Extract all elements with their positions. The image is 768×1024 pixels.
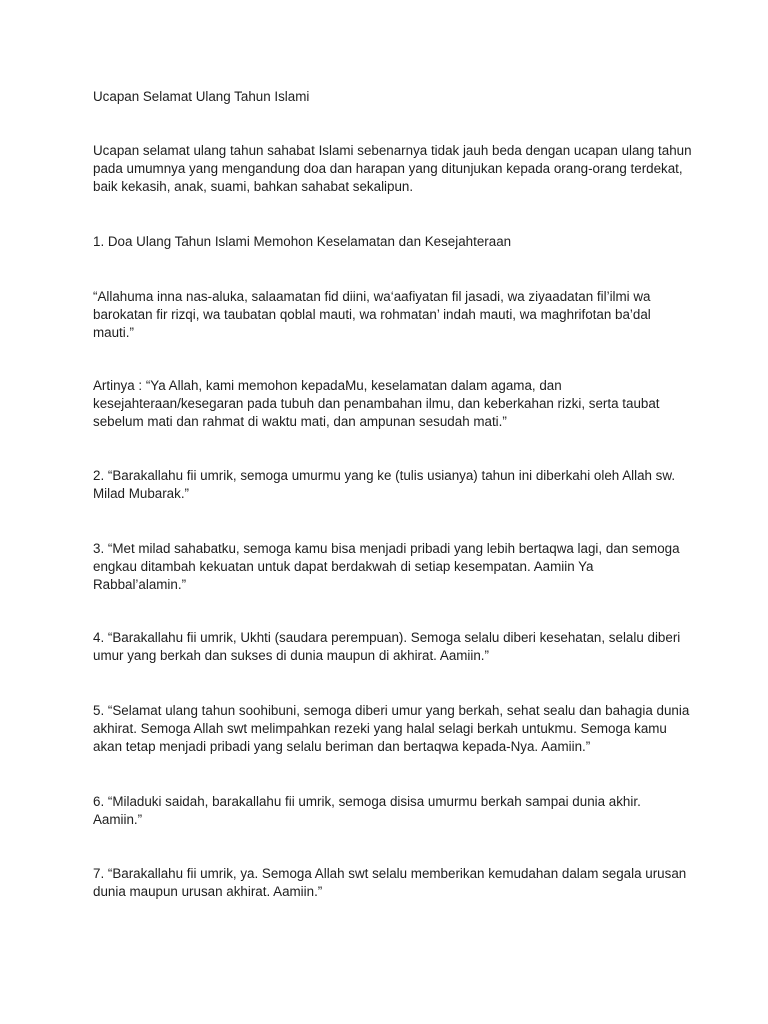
paragraph-line: pada umumnya yang mengandung doa dan harapan yang ditunjukan kepada orang-orang terdekat, xyxy=(93,161,683,176)
paragraph-line: engkau ditambah kekuatan untuk dapat berdakwah di setiap kesempatan. Aamiin Ya xyxy=(93,559,594,574)
paragraph-line: 4. “Barakallahu fii umrik, Ukhti (saudara perempuan). Semoga selalu diberi kesehatan, selalu diberi xyxy=(93,630,681,645)
paragraph-line: Ucapan selamat ulang tahun sahabat Islami sebenarnya tidak jauh beda dengan ucapan ulang tahun xyxy=(93,143,692,158)
paragraph-line: Rabbal’alamin.” xyxy=(93,577,187,592)
paragraph-line: Artinya : “Ya Allah, kami memohon kepadaMu, keselamatan dalam agama, dan xyxy=(93,378,562,393)
paragraph-line: barokatan fir rizqi, wa taubatan qoblal mauti, wa rohmatan’ indah mauti, wa maghrifotan ba’dal xyxy=(93,307,651,322)
paragraph-line: 7. “Barakallahu fii umrik, ya. Semoga Allah swt selalu memberikan kemudahan dalam segala urusan xyxy=(93,866,687,881)
paragraph-line: umur yang berkah dan sukses di dunia maupun di akhirat. Aamiin.” xyxy=(93,648,489,663)
paragraph-line: dunia maupun urusan akhirat. Aamiin.” xyxy=(93,884,323,899)
paragraph-line: kesejahteraan/kesegaran pada tubuh dan penambahan ilmu, dan keberkahan rizki, serta taubat xyxy=(93,396,660,411)
paragraph-line: “Allahuma inna nas-aluka, salaamatan fid diini, wa‘aafiyatan fil jasadi, wa ziyaadatan fil’ilmi wa xyxy=(93,289,651,304)
paragraph-line: mauti.” xyxy=(93,325,134,340)
paragraph-line: Aamiin.” xyxy=(93,812,143,827)
document-title: Ucapan Selamat Ulang Tahun Islami xyxy=(93,89,310,104)
paragraph-line: akhirat. Semoga Allah swt melimpahkan rezeki yang halal selagi berkah untukmu. Semoga kamu xyxy=(93,721,667,736)
section-heading: 1. Doa Ulang Tahun Islami Memohon Keselamatan dan Kesejahteraan xyxy=(93,234,512,249)
paragraph-line: 6. “Miladuki saidah, barakallahu fii umrik, semoga disisa umurmu berkah sampai dunia akhir. xyxy=(93,794,641,809)
paragraph-line: 5. “Selamat ulang tahun soohibuni, semoga diberi umur yang berkah, sehat sealu dan bahagia dunia xyxy=(93,703,690,718)
paragraph-line: 3. “Met milad sahabatku, semoga kamu bisa menjadi pribadi yang lebih bertaqwa lagi, dan semoga xyxy=(93,541,680,556)
paragraph-line: baik kekasih, anak, suami, bahkan sahabat sekalipun. xyxy=(93,179,414,194)
paragraph-line: 2. “Barakallahu fii umrik, semoga umurmu yang ke (tulis usianya) tahun ini diberkahi oleh Allah sw. xyxy=(93,468,676,483)
paragraph-line: sebelum mati dan rahmat di waktu mati, dan ampunan sesudah mati.” xyxy=(93,414,507,429)
paragraph-line: Milad Mubarak.” xyxy=(93,486,189,501)
paragraph-line: akan tetap menjadi pribadi yang selalu beriman dan bertaqwa kepada-Nya. Aamiin.” xyxy=(93,739,591,754)
